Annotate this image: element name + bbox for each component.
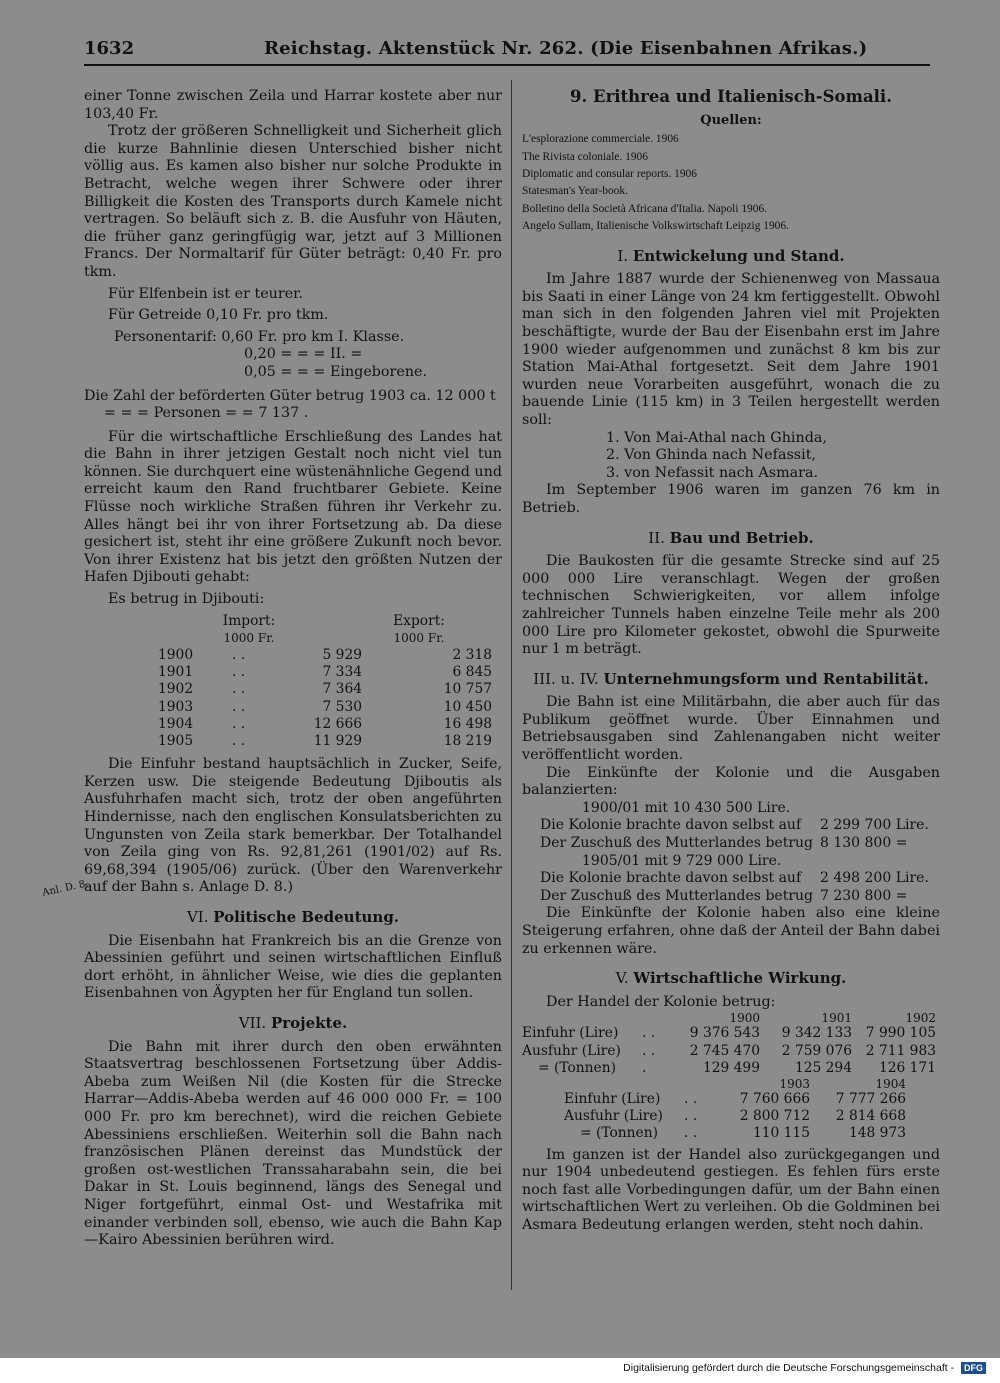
dfg-logo: DFG: [961, 1362, 986, 1374]
paragraph: Es betrug in Djibouti:: [108, 591, 265, 608]
paragraph: Die Bahn mit ihrer durch den oben erwähnten Staatsvertrag beschlossenen Fortsetzung über Addis-Abeba zum Weißen Nil (die Kosten für die Strecke Harrar—Addis-Abeba werden auf 46 000 000 Fr. = 100 000 Fr. pro km berechnet), wird die reichen Gebiete Abessiniens erschließen. Weiterhin soll die Bahn nach französischen Plänen dereinst das Mundstück der großen ost-westlichen Transsaharabahn sein, die bei Dakar in St. Louis beginnend, längs des Senegal und Niger fortgeführt, einmal Ost- und Westafrika mit einander verbinden soll, ebenso, wie auch die Bahn Kap—Kairo Abessinien berühren wird.: [84, 1038, 502, 1249]
table-row: 1904 . . 12 666 16 498: [158, 715, 492, 732]
page-header: [84, 38, 930, 64]
paragraph: Für Getreide 0,10 Fr. pro tkm.: [108, 307, 329, 324]
column-divider: [511, 80, 512, 1290]
paragraph: Für Elfenbein ist er teurer.: [108, 285, 303, 302]
paragraph: Die Eisenbahn hat Frankreich bis an die Grenze von Abessinien geführt und seinen wirtschaftlichen Einfluß dort erhöht, in ähnlicher Weise, wie dies die geplanten Eisenbahnen von Ägypten her für England tun sollen.: [84, 932, 502, 1002]
running-title: Reichstag. Aktenstück Nr. 262. (Die Eisenbahnen Afrikas.): [264, 38, 868, 59]
table-header: Import: Export:: [222, 612, 445, 629]
header-rule: [84, 64, 930, 66]
table-row: Ausfuhr (Lire) . . 2 800 712 2 814 668: [564, 1108, 906, 1125]
paragraph: Die Einkünfte der Kolonie haben also eine kleine Steigerung erfahren, ohne daß der Anteil der Bahn dabei zu erkennen wäre.: [522, 905, 940, 957]
paragraph: Trotz der größeren Schnelligkeit und Sicherheit glich die kurze Bahnlinie diesen Unterschied bisher nicht völlig aus. Es kamen also bisher nur solche Produkte in Betracht, welche wegen ihrer Schwere oder ihrer Billigkeit die Kosten des Transports durch Kamele nicht vertragen. So beläuft sich z. B. die Ausfuhr von Häuten, die früher ganz geringfügig war, jetzt auf 3 Millionen Francs. Der Normaltarif für Güter beträgt: 0,40 Fr. pro tkm.: [84, 123, 502, 280]
list-item: L'esplorazione commerciale. 1906: [522, 133, 679, 146]
section-title: 9. Erithrea und Italienisch-Somali.: [570, 87, 892, 106]
page-number: 1632: [84, 38, 135, 59]
table-row: 1901 . . 7 334 6 845: [158, 664, 492, 681]
paragraph: Die Einfuhr bestand hauptsächlich in Zucker, Seife, Kerzen usw. Die steigende Bedeutung Djiboutis als Ausfuhrhafen macht sich, trotz der oben angeführten Hindernisse, nach den englischen Konsulatsberichten zu Ungunsten von Zeila stark bemerkbar. Der Totalhandel von Zeila ging von Rs. 92,81,261 (1901/02) auf Rs. 69,68,394 (1905/06) zurück. (Über den Warenverkehr auf der Bahn s. Anlage D. 8.): [84, 756, 502, 896]
list-item: 2. Von Ghinda nach Nefassit,: [606, 447, 816, 464]
tariff-line: 0,20 = = = II. =: [244, 346, 363, 363]
list-item: Angelo Sullam, Italienische Volkswirtschaft Leipzig 1906.: [522, 220, 789, 233]
table-row: 1900 . . 5 929 2 318: [158, 647, 492, 664]
paragraph: Die Bahn ist eine Militärbahn, die aber auch für das Publikum geöffnet wurde. Über Einnahmen und Betriebsausgaben sind Zahlenangaben nicht weiter veröffentlicht worden.: [522, 694, 940, 764]
footer-text: Digitalisierung gefördert durch die Deutsche Forschungsgemeinschaft -: [623, 1362, 955, 1374]
paragraph: Für die wirtschaftliche Erschließung des Landes hat die Bahn in ihrer jetzigen Gestalt noch nicht viel tun können. Sie durchquert eine wüstenähnliche Gegend und erreicht kaum den Rand fruchtbarer Gebiete. Keine Flüsse noch wirkliche Straßen führen ihr Verkehr zu. Alles hängt bei ihr von ihrer Fortsetzung ab. Da diese gesichert ist, steht ihr eine größere Zukunft noch bevor. Von ihrer Existenz hat bis jetzt den größten Nutzen der Hafen Djibouti gehabt:: [84, 428, 502, 586]
table-row: = (Tonnen) . 129 499 125 294 126 171: [538, 1059, 936, 1076]
margin-note: Anl. D. 8.: [41, 878, 90, 899]
left-column: [84, 88, 502, 1250]
tariff-line: 0,05 = = = Eingeborene.: [244, 363, 428, 380]
section-heading-v: V. Wirtschaftliche Wirkung.: [615, 969, 847, 988]
table-row: Die Kolonie brachte davon selbst auf 2 299 700 Lire.: [540, 817, 929, 834]
table-row: 1900/01 mit 10 430 500 Lire.: [582, 799, 791, 816]
right-column: [522, 88, 940, 1235]
table-row: = (Tonnen) . . 110 115 148 973: [580, 1125, 906, 1142]
list-item: Diplomatic and consular reports. 1906: [522, 168, 697, 180]
freight-count: Die Zahl der beförderten Güter betrug 1903 ca. 12 000 t: [84, 387, 496, 404]
passenger-count: = = = Personen = = 7 137 .: [104, 405, 309, 422]
list-item: 1. Von Mai-Athal nach Ghinda,: [606, 429, 827, 446]
balance-table: [522, 800, 940, 906]
table-row: 1905 . . 11 929 18 219: [158, 733, 492, 750]
section-heading-vii: VII. Projekte.: [238, 1013, 348, 1032]
list-item: Statesman's Year-book.: [522, 185, 628, 198]
sources-list: [522, 131, 940, 235]
section-heading-iii-iv: III. u. IV. Unternehmungsform und Rentabilität.: [533, 669, 929, 688]
section-heading-vi: VI. Politische Bedeutung.: [186, 908, 400, 926]
table-header: 1903 1904: [779, 1076, 906, 1091]
djibouti-trade-table: [84, 613, 502, 751]
table-row: Die Kolonie brachte davon selbst auf 2 498 200 Lire.: [540, 870, 929, 887]
paragraph: einer Tonne zwischen Zeila und Harrar kostete aber nur 103,40 Fr.: [84, 88, 502, 122]
section-heading-ii: II. Bau und Betrieb.: [648, 528, 814, 547]
tariff-line: Personentarif: 0,60 Fr. pro km I. Klasse.: [114, 328, 405, 345]
section-heading-i: I. Entwickelung und Stand.: [617, 246, 845, 265]
table-row: Der Zuschuß des Mutterlandes betrug 8 130 800 =: [540, 835, 908, 852]
paragraph: Im ganzen ist der Handel also zurückgegangen und nur 1904 unbedeutend gestiegen. Es fehlen fürs erste noch fast alle Vorbedingungen dafür, um der Bahn einen wirtschaftlichen Wert zu verleihen. Ob die Goldminen bei Asmara Bedeutung erlangen werden, steht noch dahin.: [522, 1146, 940, 1233]
sources-heading: Quellen:: [700, 112, 762, 128]
table-row: 1902 . . 7 364 10 757: [158, 681, 492, 698]
list-item: The Rivista coloniale. 1906: [522, 150, 648, 163]
construction-list: [522, 430, 940, 483]
colony-trade-table-1: [522, 1011, 940, 1077]
paragraph: Der Handel der Kolonie betrug:: [546, 993, 776, 1010]
table-row: 1905/01 mit 9 729 000 Lire.: [582, 852, 782, 869]
table-units: 1000 Fr. 1000 Fr.: [223, 630, 445, 645]
list-item: 3. von Nefassit nach Asmara.: [606, 464, 819, 481]
paragraph: Im Jahre 1887 wurde der Schienenweg von Massaua bis Saati in einer Länge von 24 km fertiggestellt. Obwohl man sich in den folgenden Jahren viel mit Projekten beschäftigte, wurde der Bau der Eisenbahn erst im Jahre 1900 wieder aufgenommen und zunächst 8 km bis zur Station Mai-Athal fortgesetzt. Seit dem Jahre 1901 wurden neue Vorarbeiten ausgeführt, wonach die zu bauende Linie (115 km) in 3 Teilen hergestellt werden soll:: [522, 271, 940, 428]
table-row: Einfuhr (Lire) . . 9 376 543 9 342 133 7 990 105: [522, 1025, 936, 1042]
table-row: Einfuhr (Lire) . . 7 760 666 7 777 266: [564, 1090, 906, 1107]
list-item: Bolletino della Società Africana d'Italia. Napoli 1906.: [522, 202, 767, 215]
paragraph: Die Einkünfte der Kolonie und die Ausgaben balanzierten:: [522, 764, 940, 799]
colony-trade-table-2: [522, 1077, 940, 1143]
table-row: Ausfuhr (Lire) . . 2 745 470 2 759 076 2 711 983: [522, 1042, 936, 1059]
paragraph: Die Baukosten für die gesamte Strecke sind auf 25 000 000 Lire veranschlagt. Wegen der großen technischen Schwierigkeiten, vor allem infolge zahlreicher Tunnels haben einzelne Teile mehr als 200 000 Lire pro Kilometer gekostet, obwohl die Spurweite nur 1 m beträgt.: [522, 553, 940, 658]
table-row: 1903 . . 7 530 10 450: [158, 698, 492, 715]
table-header: 1900 1901 1902: [729, 1011, 936, 1026]
table-row: Der Zuschuß des Mutterlandes betrug 7 230 800 =: [540, 887, 908, 904]
digitization-footer: [623, 1362, 986, 1374]
paragraph: Im September 1906 waren im ganzen 76 km in Betrieb.: [522, 482, 940, 516]
